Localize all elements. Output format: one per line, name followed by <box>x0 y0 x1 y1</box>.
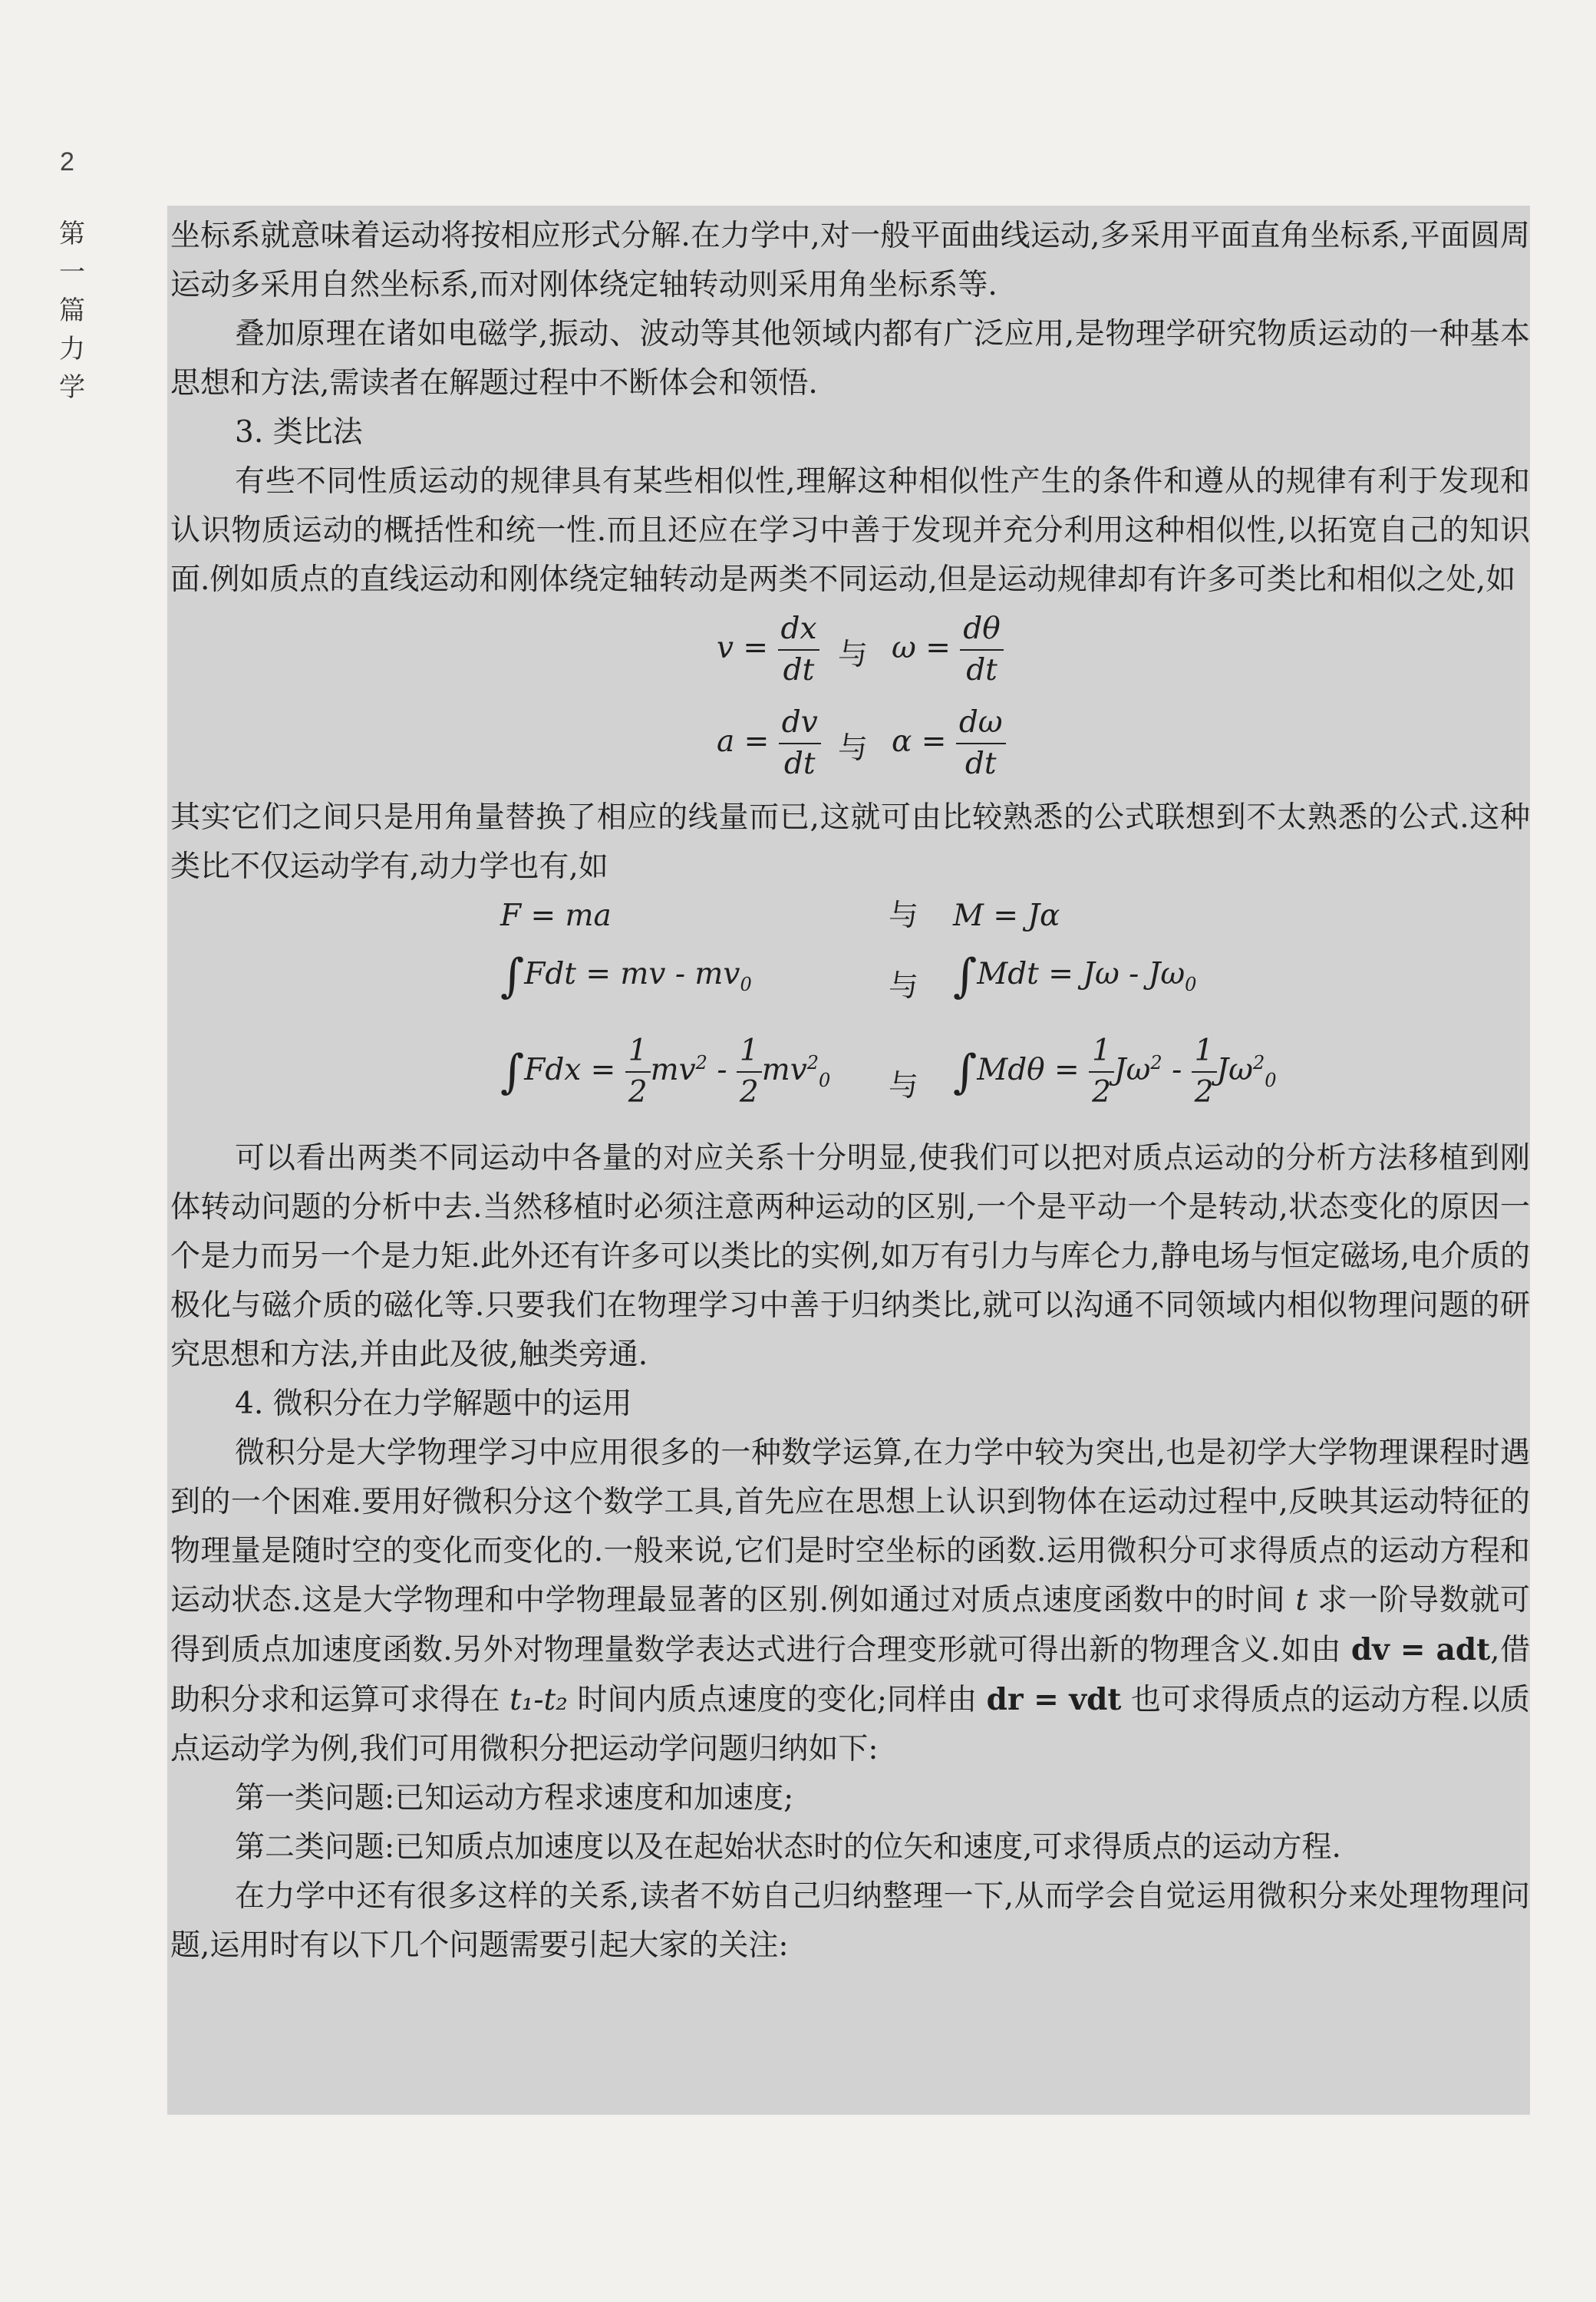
list-item: 第一类问题:已知运动方程求速度和加速度; <box>235 1781 794 1816</box>
paragraph: 有些不同性质运动的规律具有某些相似性,理解这种相似性产生的条件和遵从的规律有利于发现和认识物质运动的概括性和统一性.而且还应在学习中善于发现并充分利用这种相似性,以拓宽自己的知识面.例如质点的直线运动和刚体绕定轴转动是两类不同运动,但是运动规律却有许多可类比和相似之处,如 <box>170 464 1530 597</box>
formula-rotation: M = Jα <box>953 899 1060 933</box>
and-label: 与 <box>889 1069 919 1103</box>
and-label: 与 <box>889 899 919 933</box>
and-label: 与 <box>838 638 869 672</box>
paragraph: 可以看出两类不同运动中各量的对应关系十分明显,使我们可以把对质点运动的分析方法移植到刚体转动问题的分析中去.当然移植时必须注意两种运动的区别,一个是平动一个是转动,状态变化的原因一个是力而另一个是力矩.此外还有许多可以类比的实例,如万有引力与库仑力,静电场与恒定磁场,电介质的极化与磁介质的磁化等.只要我们在物理学习中善于归纳类比,就可以沟通不同领域内相似物理问题的研究思想和方法,并由此及彼,触类旁通. <box>170 1141 1530 1372</box>
page-number: 2 <box>60 147 74 176</box>
and-label: 与 <box>838 731 869 766</box>
formula-v: v = $\frac{dx}{dt}$ <box>717 609 819 691</box>
kinematics-analogy-formulas <box>170 605 1530 793</box>
chapter-side-tab: 第一篇 力学 <box>59 219 85 403</box>
section-heading: 4. 微积分在力学解题中的运用 <box>235 1387 632 1421</box>
formula-alpha: α = $\frac{d\omega}{dt}$ <box>892 703 1006 784</box>
page-body <box>170 212 1530 1971</box>
paragraph: 在力学中还有很多这样的关系,读者不妨自己归纳整理一下,从而学会自觉运用微积分来处理物理问题,运用时有以下几个问题需要引起大家的关注: <box>170 1879 1530 1963</box>
formula-a: a = $\frac{dv}{dt}$ <box>717 703 821 784</box>
paragraph: 微积分是大学物理学习中应用很多的一种数学运算,在力学中较为突出,也是初学大学物理课程时遇到的一个困难.要用好微积分这个数学工具,首先应在思想上认识到物体在运动过程中,反映其运动特征的物理量是随时空的变化而变化的.一般来说,它们是时空坐标的函数.运用微积分可求得质点的运动方程和运动状态.这是大学物理和中学物理最显著的区别.例如通过对质点速度函数中的时间 t 求一阶导数就可得到质点加速度函数.另外对物理量数学表达式进行合理变形就可得出新的物理含义.如由 dv = adt,借助积分求和运算可求得在 t₁-t₂ 时间内质点速度的变化;同样由 dr = vdt 也可求得质点的运动方程.以质点运动学为例,我们可用微积分把运动学问题归纳如下: <box>170 1436 1531 1766</box>
formula-work: ∫Fdx = $\frac{1}{2}$ $mv^2$ - $\frac{1}{2}$ $mv^2_0$ <box>500 1031 830 1113</box>
list-item: 第二类问题:已知质点加速度以及在起始状态时的位矢和速度,可求得质点的运动方程. <box>235 1830 1341 1865</box>
paragraph: 其实它们之间只是用角量替换了相应的线量而已,这就可由比较熟悉的公式联想到不太熟悉的公式.这种类比不仅运动学有,动力学也有,如 <box>170 800 1530 884</box>
paragraph: 坐标系就意味着运动将按相应形式分解.在力学中,对一般平面曲线运动,多采用平面直角坐标系,平面圆周运动多采用自然坐标系,而对刚体绕定轴转动则采用角坐标系等. <box>170 219 1530 302</box>
paragraph: 叠加原理在诸如电磁学,振动、波动等其他领域内都有广泛应用,是物理学研究物质运动的一种基本思想和方法,需读者在解题过程中不断体会和领悟. <box>170 317 1530 401</box>
dynamics-analogy-formulas <box>170 892 1530 1134</box>
formula-angular-impulse: $\int Mdt = J\omega - J\omega_0$ <box>953 949 1197 1003</box>
and-label: 与 <box>889 969 919 1004</box>
section-heading: 3. 类比法 <box>235 415 363 450</box>
formula-omega: ω = $\frac{d\theta}{dt}$ <box>892 609 1004 691</box>
formula-impulse: ∫Fdt = mv - $mv_0$ <box>500 949 752 1003</box>
formula-rotational-work: ∫Mdθ = $\frac{1}{2}$ $J\omega^2$ - $\frac{1}{2}$ $J\omega^2_0$ <box>953 1031 1277 1113</box>
formula-newton: F = ma <box>500 899 612 933</box>
